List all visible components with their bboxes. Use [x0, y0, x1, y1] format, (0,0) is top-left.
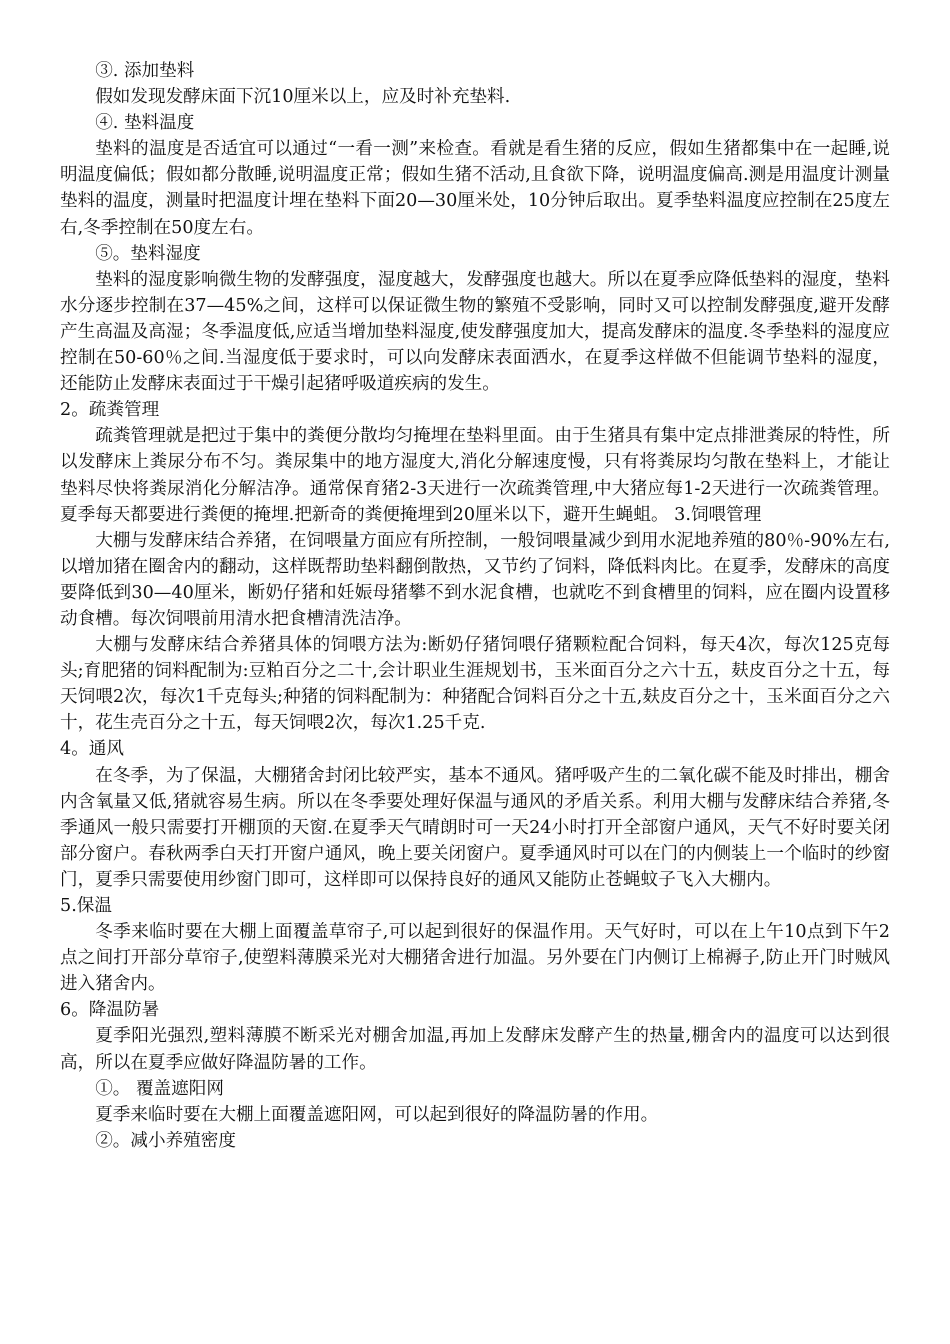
subheading-reduce-density: ②。减小养殖密度 — [95, 1130, 236, 1151]
paragraph-feeding-amount: 大棚与发酵床结合养猪，在饲喂量方面应有所控制，一般饲喂量减少到用水泥地养殖的80％-90%左右,以增加猪在圈舍内的翻动，这样既帮助垫料翻倒散热，又节约了饲料，降低料肉比。在夏季，发酵床的高度要降低到30—40厘米，断奶仔猪和妊娠母猪攀不到水泥食槽，也就吃不到食槽里的饲料，应在圈内设置移动食槽。每次饲喂前用清水把食槽清洗洁净。 — [60, 530, 890, 629]
subheading-bedding-humidity: ⑤。垫料湿度 — [95, 243, 201, 264]
paragraph-feeding-method: 大棚与发酵床结合养猪具体的饲喂方法为:断奶仔猪饲喂仔猪颗粒配合饲料，每天4次，每次125克每头;育肥猪的饲料配制为:豆粕百分之二十,会计职业生涯规划书，玉米面百分之六十五，麸皮百分之十五，每天饲喂2次，每次1千克每头;种猪的饲料配制为：种猪配合饲料百分之十五,麸皮百分之十，玉米面百分之六十，花生壳百分之十五，每天饲喂2次，每次1.25千克. — [60, 635, 890, 734]
heading-ventilation: 4。通风 — [60, 739, 124, 760]
subheading-shade-net: ①。 覆盖遮阳网 — [95, 1078, 224, 1099]
paragraph-manure-management: 疏粪管理就是把过于集中的粪便分散均匀掩埋在垫料里面。由于生猪具有集中定点排泄粪尿的特性，所以发酵床上粪尿分布不匀。粪尿集中的地方湿度大,消化分解速度慢，只有将粪尿均匀散在垫料上，才能让垫料尽快将粪尿消化分解洁净。通常保育猪2-3天进行一次疏粪管理,中大猪应每1-2天进行一次疏粪管理。夏季每天都要进行粪便的掩埋.把新奇的粪便掩埋到20厘米以下，避开生蝇蛆。 3.饲喂管理 — [60, 426, 890, 525]
paragraph-bedding-temperature: 垫料的温度是否适宜可以通过“一看一测”来检查。看就是看生猪的反应，假如生猪都集中在一起睡,说明温度偏低；假如都分散睡,说明温度正常；假如生猪不活动,且食欲下降，说明温度偏高.测是用温度计测量垫料的温度，测量时把温度计埋在垫料下面20—30厘米处，10分钟后取出。夏季垫料温度应控制在25度左右,冬季控制在50度左右。 — [60, 139, 890, 238]
paragraph-heat-preservation: 冬季来临时要在大棚上面覆盖草帘子,可以起到很好的保温作用。天气好时，可以在上午10点到下午2点之间打开部分草帘子,使塑料薄膜采光对大棚猪舍进行加温。另外要在门内侧订上棉褥子,防止开门时贼风进入猪舍内。 — [60, 922, 890, 995]
paragraph-ventilation: 在冬季，为了保温，大棚猪舍封闭比较严实，基本不通风。猪呼吸产生的二氧化碳不能及时排出，棚舍内含氧量又低,猪就容易生病。所以在冬季要处理好保温与通风的矛盾关系。利用大棚与发酵床结合养猪,冬季通风一般只需要打开棚顶的天窗.在夏季天气晴朗时可一天24小时打开全部窗户通风，天气不好时要关闭部分窗户。春秋两季白天打开窗户通风，晚上要关闭窗户。夏季通风时可以在门的内侧装上一个临时的纱窗门，夏季只需要使用纱窗门即可，这样即可以保持良好的通风又能防止苍蝇蚊子飞入大棚内。 — [60, 765, 890, 890]
subheading-add-bedding: ③. 添加垫料 — [95, 61, 195, 81]
subheading-bedding-temperature: ④. 垫料温度 — [95, 113, 195, 134]
paragraph-add-bedding: 假如发现发酵床面下沉10厘米以上，应及时补充垫料. — [95, 87, 511, 108]
document-page — [60, 58, 890, 1154]
heading-manure-management: 2。疏粪管理 — [60, 400, 160, 421]
heading-cooling: 6。降温防暑 — [60, 1000, 160, 1021]
paragraph-cooling: 夏季阳光强烈,塑料薄膜不断采光对棚舍加温,再加上发酵床发酵产生的热量,棚舍内的温度可以达到很高，所以在夏季应做好降温防暑的工作。 — [60, 1026, 890, 1073]
paragraph-shade-net: 夏季来临时要在大棚上面覆盖遮阳网，可以起到很好的降温防暑的作用。 — [95, 1104, 659, 1125]
heading-heat-preservation: 5.保温 — [60, 896, 112, 916]
paragraph-bedding-humidity: 垫料的湿度影响微生物的发酵强度，湿度越大，发酵强度也越大。所以在夏季应降低垫料的湿度，垫料水分逐步控制在37—45%之间，这样可以保证微生物的繁殖不受影响，同时又可以控制发酵强度,避开发酵产生高温及高湿；冬季温度低,应适当增加垫料湿度,使发酵强度加大，提高发酵床的温度.冬季垫料的湿度应控制在50-60％之间.当湿度低于要求时，可以向发酵床表面洒水，在夏季这样做不但能调节垫料的湿度，还能防止发酵床表面过于干燥引起猪呼吸道疾病的发生。 — [60, 269, 890, 395]
